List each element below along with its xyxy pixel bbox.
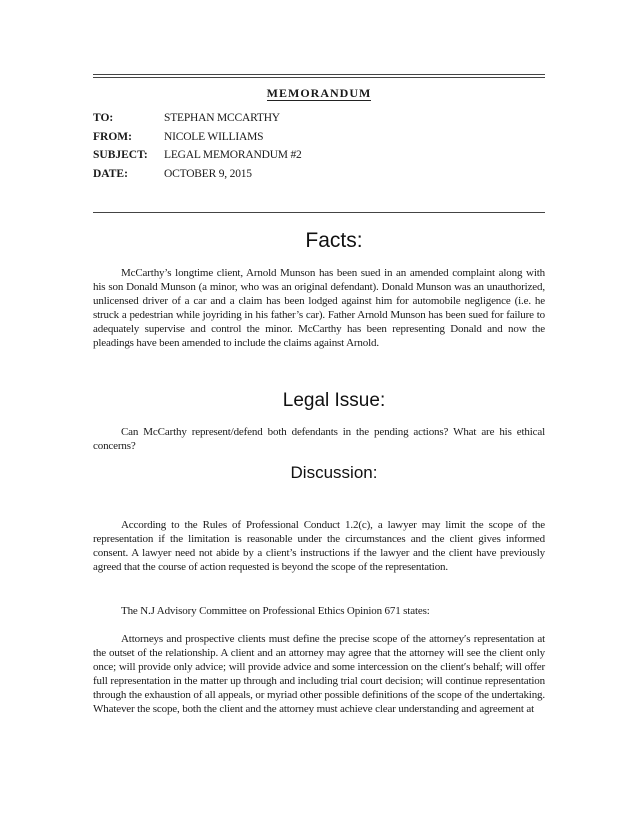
- from-label: FROM:: [93, 130, 132, 143]
- to-label: TO:: [93, 112, 114, 124]
- memo-title-text: MEMORANDUM: [266, 86, 372, 100]
- legal-issue-text: Can McCarthy represent/defend both defendants in the pending actions? What are his ethical concerns?: [93, 426, 545, 452]
- facts-heading: Facts:: [305, 229, 363, 252]
- top-rule-2: [93, 77, 545, 78]
- header-row-subject: [93, 149, 302, 168]
- subject-label: SUBJECT:: [93, 149, 148, 161]
- discussion-paragraph-1: [93, 518, 545, 574]
- memo-header: [93, 112, 302, 186]
- from-value: NICOLE WILLIAMS: [164, 130, 264, 143]
- header-row-to: [93, 112, 302, 131]
- top-rule-1: [93, 74, 545, 75]
- discussion-heading: Discussion:: [290, 463, 378, 482]
- facts-paragraph: [93, 266, 545, 350]
- discussion-paragraph-2: The N.J Advisory Committee on Professional Ethics Opinion 671 states:: [121, 605, 430, 617]
- facts-text: McCarthy’s longtime client, Arnold Munson has been sued in an amended complaint along with his son Donald Munson (a minor, who was an original defendant). Donald Munson was an unauthorized, unlicensed driver of a car and a claim has been lodged against him for automobile negligence (i.e. he struck a pedestrian while joyriding in his father’s car). Father Arnold Munson has been sued for failure to adequately supervise and control the minor. McCarthy has been representing Donald and now the pleadings have been amended to include the claims against Arnold.: [93, 267, 545, 349]
- header-row-date: [93, 168, 302, 187]
- to-value: STEPHAN MCCARTHY: [164, 112, 280, 124]
- legal-issue-heading: Legal Issue:: [282, 390, 386, 411]
- date-label: DATE:: [93, 167, 128, 180]
- discussion-quote: [93, 632, 545, 716]
- discussion-text-1: According to the Rules of Professional Conduct 1.2(c), a lawyer may limit the scope of the representation if the limitation is reasonable under the circumstances and the client gives informed consent. A lawyer need not abide by a client’s instructions if the lawyer and the client have previously agreed that the course of action requested is beyond the scope of the representation.: [93, 519, 545, 573]
- header-row-from: [93, 131, 302, 150]
- header-divider: [93, 212, 545, 213]
- date-value: OCTOBER 9, 2015: [164, 167, 252, 180]
- discussion-quote-text: Attorneys and prospective clients must define the precise scope of the attorney′s representation at the outset of the relationship. A client and an attorney may agree that the attorney will see the client only once; will provide only advice; will provide advice and some intercession on the client′s behalf; will offer full representation in the matter up through and including trial court decision; will continue representation through the exhaustion of all appeals, or myriad other possible definitions of the scope of the undertaking. Whatever the scope, both the client and the attorney must achieve clear understanding and agreement at: [93, 633, 545, 715]
- subject-value: LEGAL MEMORANDUM #2: [164, 149, 302, 161]
- memo-title: [93, 86, 545, 101]
- legal-issue-paragraph: [93, 425, 545, 453]
